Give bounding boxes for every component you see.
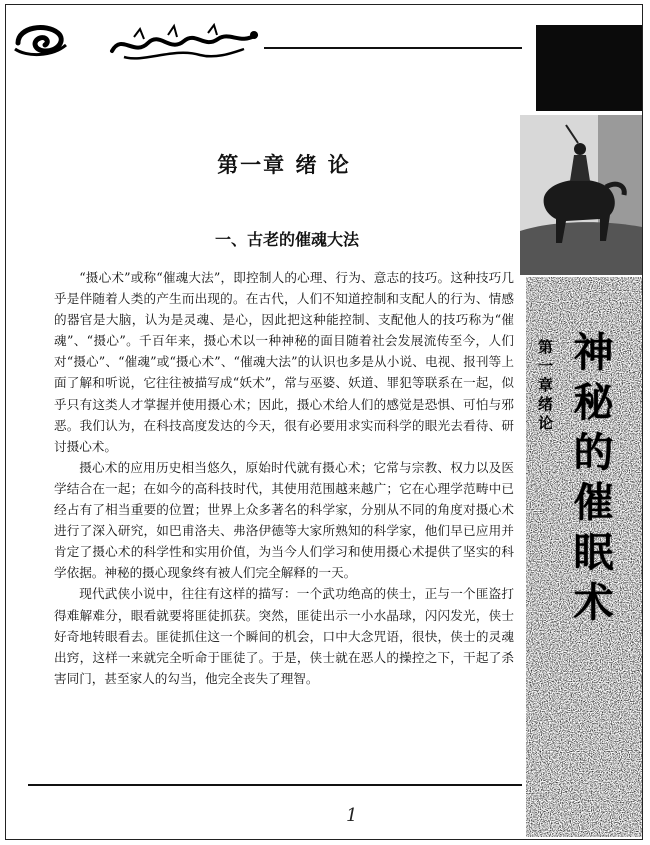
chapter-title: 第一章 绪 论 xyxy=(217,153,351,177)
side-dark-block xyxy=(536,25,643,111)
swirl-logo-icon xyxy=(12,19,70,59)
footer-rule xyxy=(28,784,522,786)
sidebar-chapter-label: 第一章绪论 xyxy=(536,339,554,434)
header-rule xyxy=(264,47,522,49)
section-title: 一、古老的催魂大法 xyxy=(214,230,359,249)
dragon-ornament-icon xyxy=(104,23,264,65)
body-text xyxy=(54,267,514,689)
paragraph: “摄心术”或称“催魂大法”，即控制人的心理、行为、意志的技巧。这种技巧几乎是伴随着人类的产生而出现的。在古代，人们不知道控制和支配人的行为、情感的器官是大脑，认为是灵魂、是心，因此把这种能控制、支配他人的技巧称为“催魂”、“摄心”。千百年来，摄心术以一种神秘的面目随着社会发展流传至今，人们对“摄心”、“催魂”或“摄心术”、“催魂大法”的认识也多是从小说、电视、报刊等上面了解和听说，它往往被描写成“妖术”，常与巫婆、妖道、罪犯等联系在一起，似乎只有这类人才掌握并使用摄心术；因此，摄心术给人们的感觉是恐惧、可怕与邪恶。我们认为，在科技高度发达的今天，很有必要用求实而科学的眼光去看待、研讨摄心术。 xyxy=(54,270,514,454)
page-number: 1 xyxy=(346,805,358,826)
paragraph: 摄心术的应用历史相当悠久，原始时代就有摄心术；它常与宗教、权力以及医学结合在一起；在如今的高科技时代，其使用范围越来越广；它在心理学范畴中已经占有了相当重要的位置；世界上众多著名的科学家，分别从不同的角度对摄心术进行了深入研究，如巴甫洛夫、弗洛伊德等大家所熟知的科学家，他们早已应用并肯定了摄心术的科学性和实用价值，为当今人们学习和使用摄心术提供了坚实的科学依据。神秘的摄心现象终有被人们完全解释的一天。 xyxy=(54,459,514,581)
paragraph: 现代武侠小说中，往往有这样的描写：一个武功绝高的侠士，正与一个匪盗打得难解难分，眼看就要将匪徒抓获。突然，匪徒出示一小水晶球，闪闪发光，侠士好奇地转眼看去。匪徒抓住这一个瞬间的机会，口中大念咒语，很快，侠士的灵魂出窍，这样一来就完全听命于匪徒了。于是，侠士就在恶人的操控之下，干起了杀害同门，甚至家人的勾当，他完全丧失了理智。 xyxy=(54,586,514,686)
person-on-ox-photo xyxy=(520,115,642,275)
sidebar-book-title: 神秘的催眠术 xyxy=(567,331,613,631)
document-page xyxy=(5,4,643,840)
